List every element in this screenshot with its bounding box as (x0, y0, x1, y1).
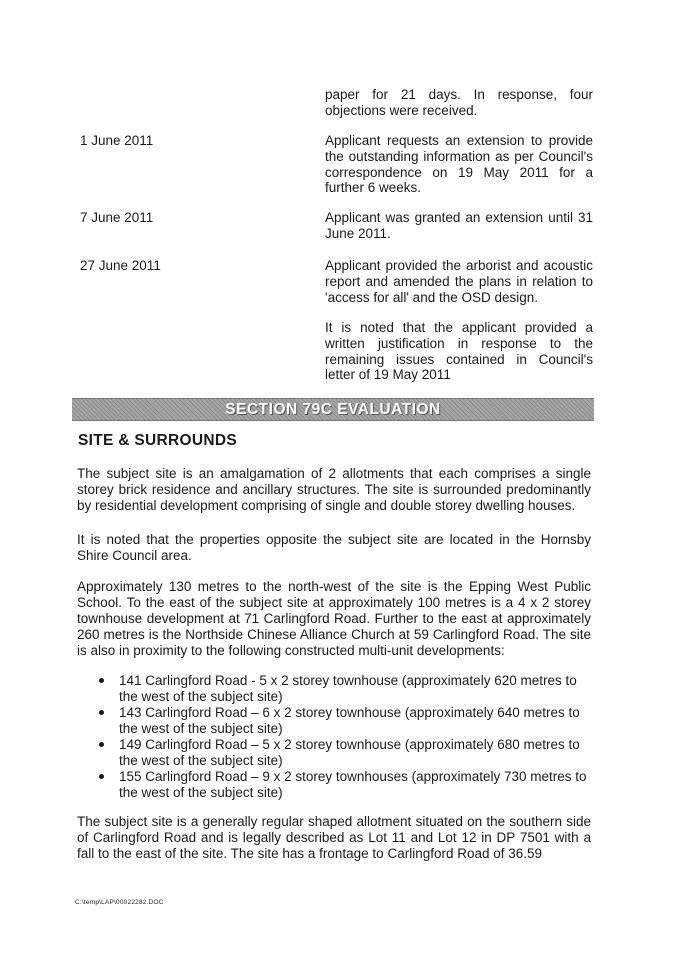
timeline-date: 7 June 2011 (80, 210, 154, 225)
development-list (95, 673, 595, 801)
section-title: SECTION 79C EVALUATION (225, 400, 441, 418)
bullet-icon (99, 742, 104, 747)
timeline-date: 27 June 2011 (80, 258, 161, 273)
paragraph: The subject site is a generally regular shaped allotment situated on the southern side of Carlingford Road and is legally described as Lot 11 and Lot 12 in DP 7501 with a fall to the east of the site. The site has a frontage to Carlingford Road of 36.59 (77, 814, 591, 861)
file-path-footer: C:\temp\LAP\00022282.DOC (75, 899, 164, 906)
list-item (95, 737, 595, 768)
list-item-text: 149 Carlingford Road – 5 x 2 storey townhouse (approximately 680 metres to the west of the subject site) (119, 737, 580, 768)
bullet-icon (99, 774, 104, 779)
timeline-description: paper for 21 days. In response, four objections were received. (325, 87, 593, 118)
timeline-description: Applicant provided the arborist and acoustic report and amended the plans in relation to 'access for all' and the OSD design. (325, 258, 593, 305)
section-header-bar (72, 398, 594, 421)
timeline-date: 1 June 2011 (80, 133, 154, 148)
bullet-icon (99, 710, 104, 715)
timeline-description: Applicant requests an extension to provide the outstanding information as per Council's correspondence on 19 May 2011 for a further 6 weeks. (325, 133, 593, 196)
paragraph: Approximately 130 metres to the north-west of the site is the Epping West Public School. To the east of the subject site at approximately 100 metres is a 4 x 2 storey townhouse development at 71 Carlingford Road. Further to the east at approximately 260 metres is the Northside Chinese Alliance Church at 59 Carlingford Road. The site is also in proximity to the following constructed multi-unit developments: (77, 579, 591, 658)
list-item-text: 141 Carlingford Road - 5 x 2 storey townhouse (approximately 620 metres to the west of the subject site) (119, 673, 577, 704)
site-heading: SITE & SURROUNDS (78, 432, 237, 449)
paragraph: It is noted that the properties opposite the subject site are located in the Hornsby Shire Council area. (77, 532, 591, 563)
list-item-text: 155 Carlingford Road – 9 x 2 storey townhouses (approximately 730 metres to the west of the subject site) (119, 769, 587, 800)
list-item (95, 673, 595, 704)
timeline-description: It is noted that the applicant provided a written justification in response to the remaining issues contained in Council's letter of 19 May 2011 (325, 320, 593, 383)
timeline-description: Applicant was granted an extension until 31 June 2011. (325, 210, 593, 241)
list-item (95, 769, 595, 800)
list-item-text: 143 Carlingford Road – 6 x 2 storey townhouse (approximately 640 metres to the west of the subject site) (119, 705, 580, 736)
bullet-icon (99, 678, 104, 683)
list-item (95, 705, 595, 736)
paragraph: The subject site is an amalgamation of 2 allotments that each comprises a single storey brick residence and ancillary structures. The site is surrounded predominantly by residential development comprising of single and double storey dwelling houses. (77, 466, 591, 513)
